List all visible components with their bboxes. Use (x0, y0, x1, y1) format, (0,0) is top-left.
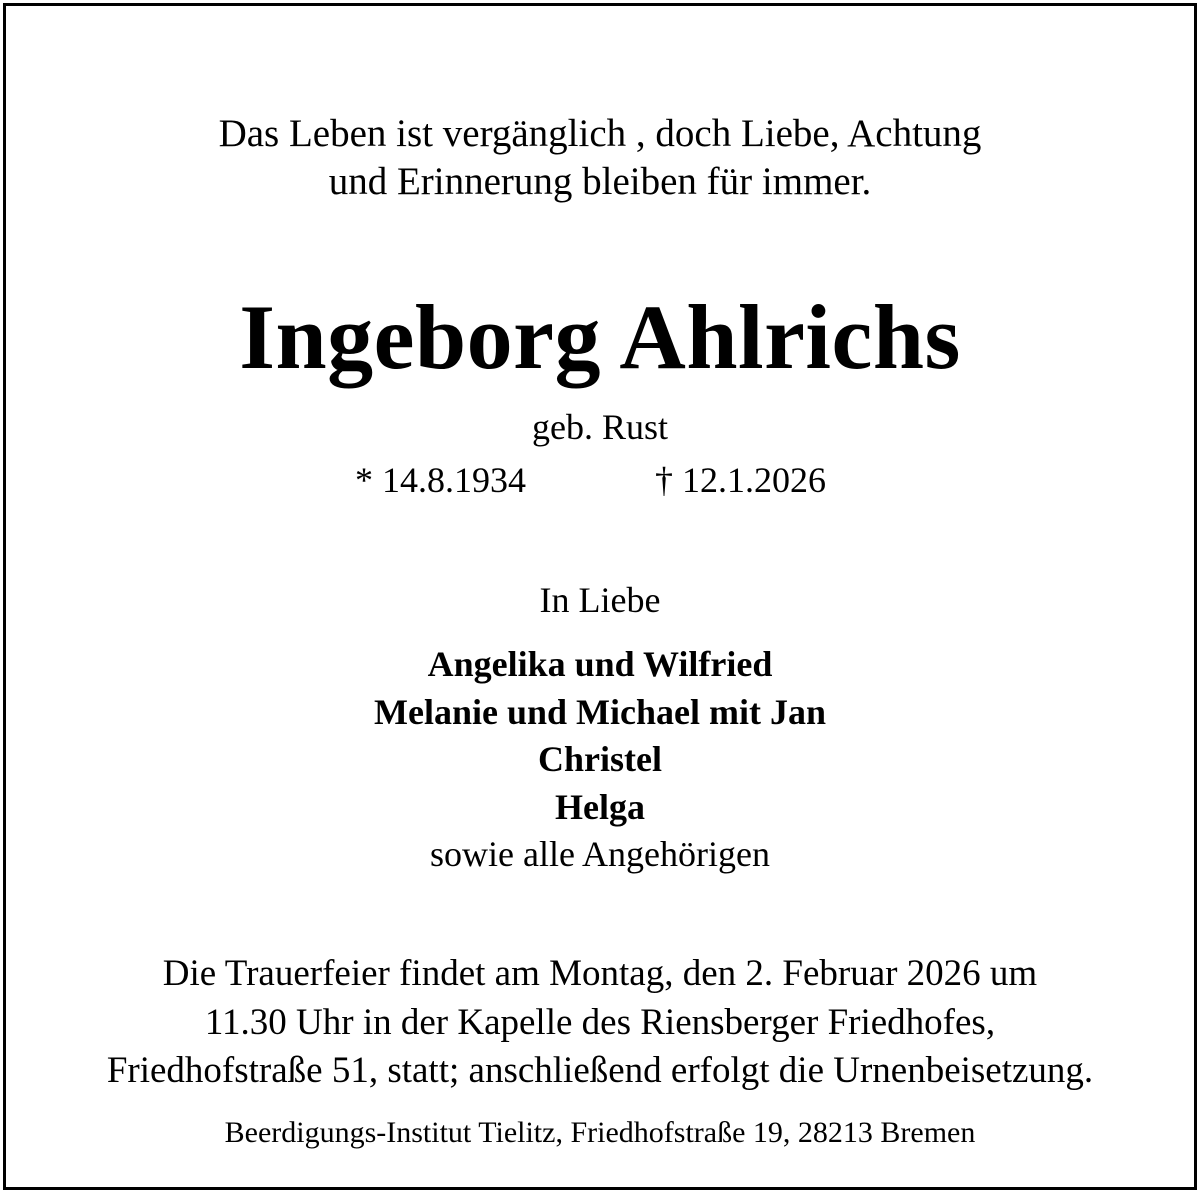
service-info-line: 11.30 Uhr in der Kapelle des Riensberger Friedhofes, (204, 1002, 996, 1043)
relatives-line: sowie alle Angehörigen (430, 834, 770, 874)
motto-line-2: und Erinnerung bleiben für immer. (328, 160, 872, 203)
service-info-line: Die Trauerfeier findet am Montag, den 2. Februar 2026 um (162, 953, 1038, 994)
death-date: † 12.1.2026 (655, 460, 826, 500)
birth-date: * 14.8.1934 (355, 460, 526, 500)
mourner-name: Melanie und Michael mit Jan (374, 692, 826, 732)
deceased-name: Ingeborg Ahlrichs (239, 286, 961, 388)
in-love-intro: In Liebe (539, 580, 661, 620)
service-info-line: Friedhofstraße 51, statt; anschließend erfolgt die Urnenbeisetzung. (106, 1050, 1094, 1091)
mourner-name: Helga (555, 787, 645, 827)
life-dates (0, 462, 1200, 502)
birth-name: geb. Rust (531, 407, 668, 447)
undertaker-info: Beerdigungs-Institut Tielitz, Friedhofstraße 19, 28213 Bremen (224, 1116, 976, 1149)
motto-line-1: Das Leben ist vergänglich , doch Liebe, Achtung (218, 112, 982, 155)
mourner-name: Angelika und Wilfried (427, 644, 773, 684)
mourner-name: Christel (538, 739, 662, 779)
